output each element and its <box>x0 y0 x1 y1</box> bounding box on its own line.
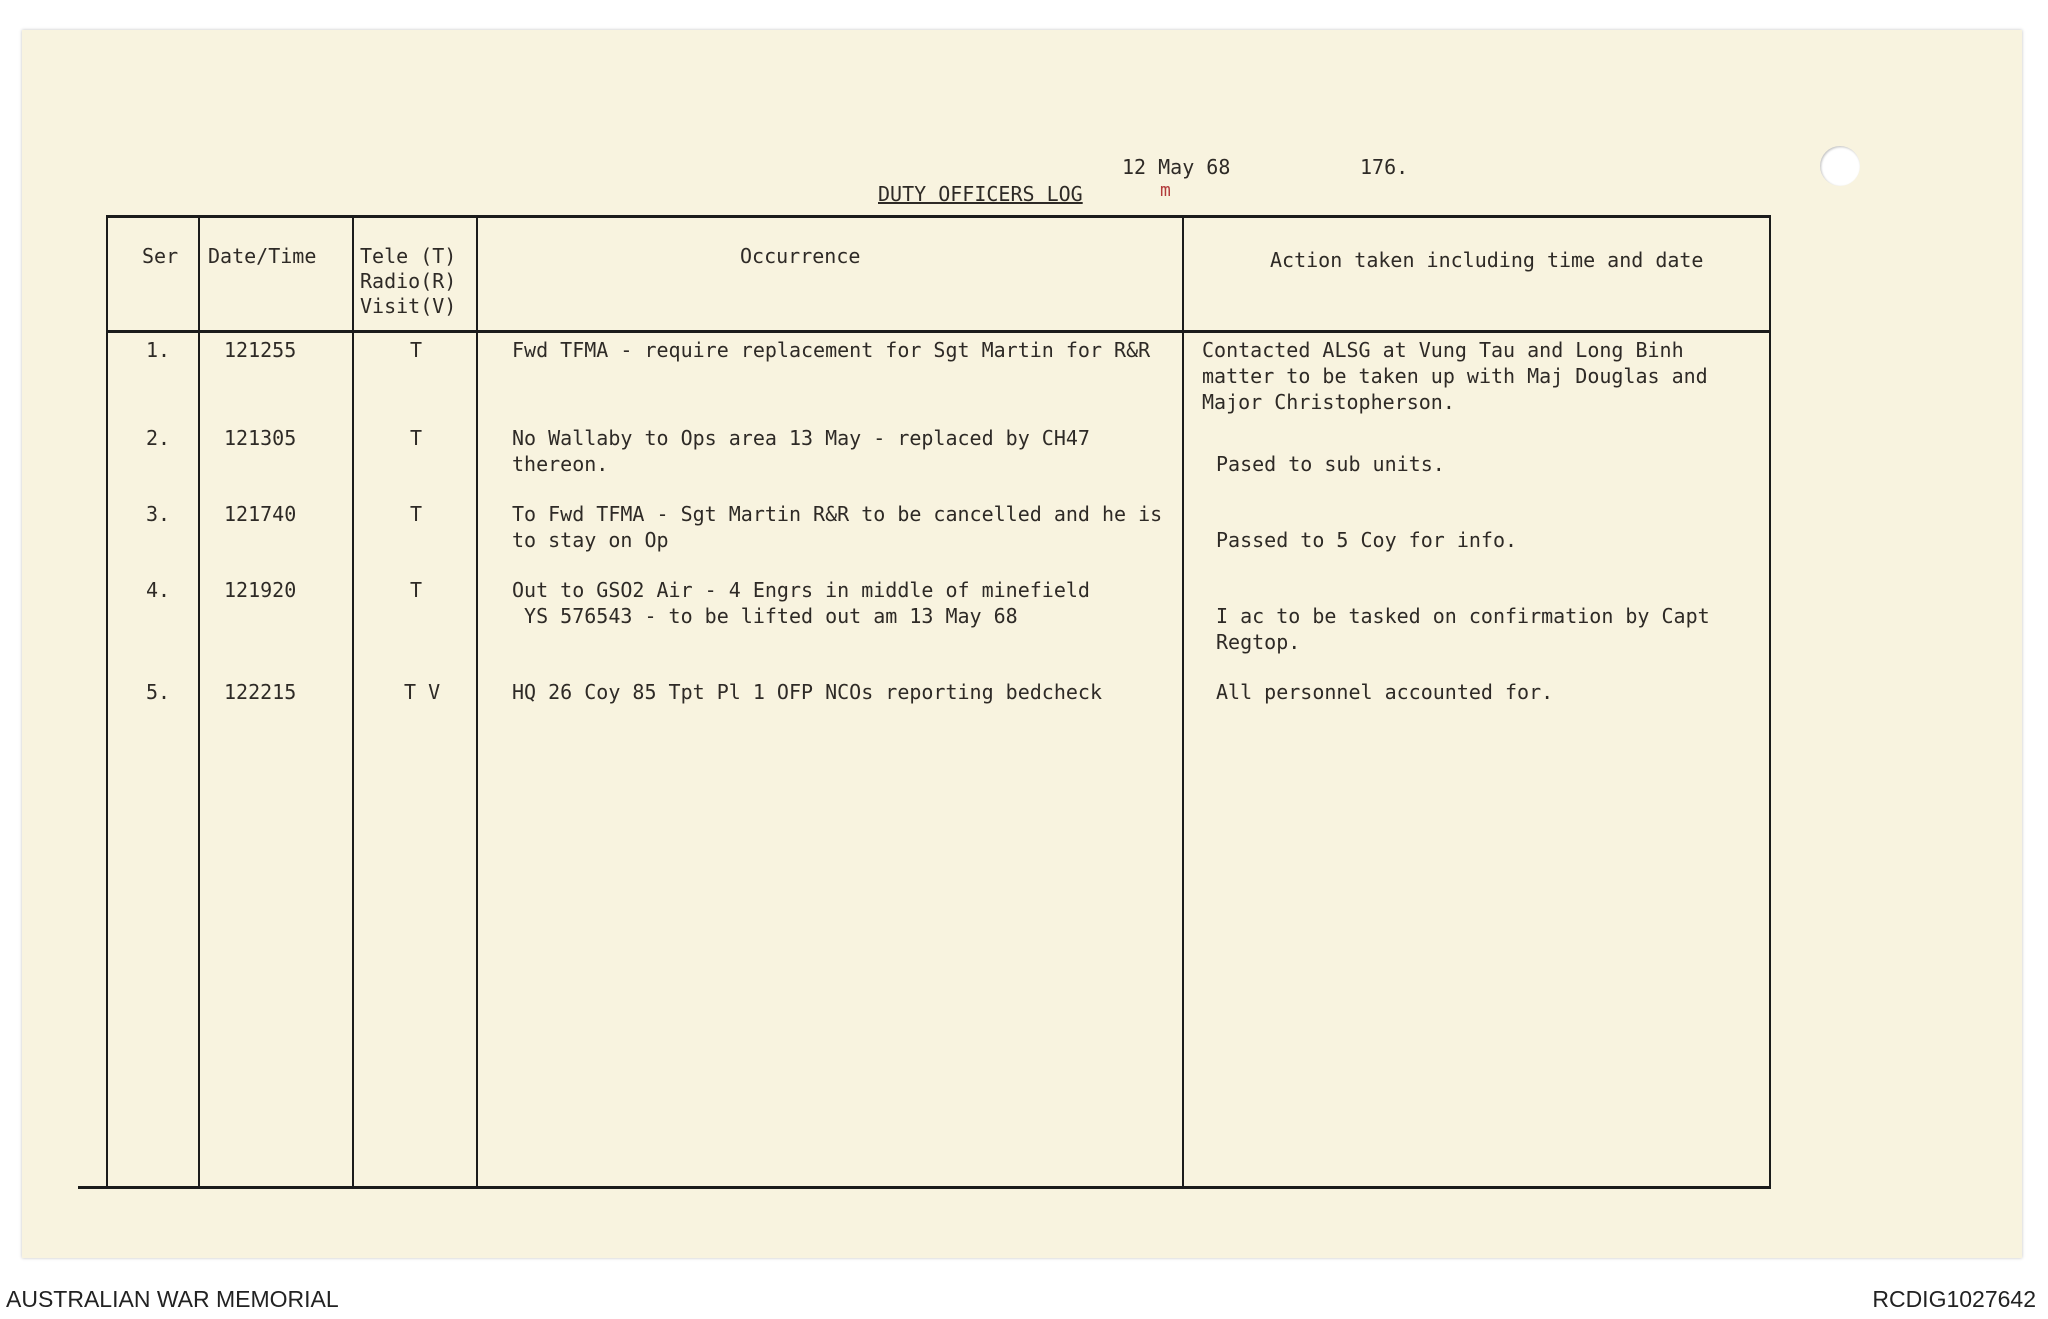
footer-source: AUSTRALIAN WAR MEMORIAL <box>6 1286 339 1312</box>
table-row-2-action: Pased to sub units. <box>1216 452 1445 476</box>
header-occurrence: Occurrence <box>740 244 861 268</box>
table-header-divider <box>108 330 1770 333</box>
table-row-1-occurrence: Fwd TFMA - require replacement for Sgt Martin for R&R <box>512 338 1151 362</box>
header-datetime: Date/Time <box>208 244 317 268</box>
table-row-4-method: T <box>410 578 423 602</box>
table-row-2-ser: 2. <box>146 426 171 450</box>
table-row-3-method: T <box>410 502 423 526</box>
table-row-1-datetime: 121255 <box>224 338 297 362</box>
table-row-3-datetime: 121740 <box>224 502 297 526</box>
page-number: 176. <box>1360 155 1409 179</box>
table-right-border <box>1769 215 1771 1189</box>
table-row-1-method: T <box>410 338 423 362</box>
punch-hole <box>1820 146 1860 186</box>
table-row-4-occurrence: Out to GSO2 Air - 4 Engrs in middle of minefield YS 576543 - to be lifted out am 13 May 68 <box>512 578 1090 628</box>
column-divider-4 <box>1182 215 1184 1186</box>
table-row-5-datetime: 122215 <box>224 680 297 704</box>
table-row-4-datetime: 121920 <box>224 578 297 602</box>
table-row-3-ser: 3. <box>146 502 171 526</box>
table-row-2-datetime: 121305 <box>224 426 297 450</box>
table-row-1-ser: 1. <box>146 338 171 362</box>
table-row-4-action: I ac to be tasked on confirmation by Capt Regtop. <box>1216 604 1710 654</box>
header-ser: Ser <box>142 244 179 268</box>
handwritten-annotation: m <box>1160 180 1171 201</box>
footer-catalogue-id: RCDIG1027642 <box>1872 1286 2036 1312</box>
table-row-1-action: Contacted ALSG at Vung Tau and Long Binh matter to be taken up with Maj Douglas and Major Christopherson. <box>1202 338 1708 414</box>
table-row-5-method: T V <box>404 680 441 704</box>
column-divider-2 <box>352 215 354 1186</box>
table-top-border <box>108 215 1770 218</box>
log-date: 12 May 68 <box>1122 155 1231 179</box>
table-row-5-ser: 5. <box>146 680 171 704</box>
table-bottom-border <box>78 1186 1770 1189</box>
header-action: Action taken including time and date <box>1270 248 1704 272</box>
table-left-border <box>106 215 108 1189</box>
column-divider-1 <box>198 215 200 1186</box>
table-row-3-occurrence: To Fwd TFMA - Sgt Martin R&R to be cancelled and he is to stay on Op <box>512 502 1163 552</box>
table-row-3-action: Passed to 5 Coy for info. <box>1216 528 1518 552</box>
table-row-2-method: T <box>410 426 423 450</box>
header-method: Tele (T) Radio(R) Visit(V) <box>360 244 457 318</box>
table-row-5-action: All personnel accounted for. <box>1216 680 1554 704</box>
table-row-5-occurrence: HQ 26 Coy 85 Tpt Pl 1 OFP NCOs reporting bedcheck <box>512 680 1103 704</box>
table-row-4-ser: 4. <box>146 578 171 602</box>
log-title: DUTY OFFICERS LOG <box>878 182 1083 206</box>
table-row-2-occurrence: No Wallaby to Ops area 13 May - replaced by CH47 thereon. <box>512 426 1090 476</box>
column-divider-3 <box>476 215 478 1186</box>
